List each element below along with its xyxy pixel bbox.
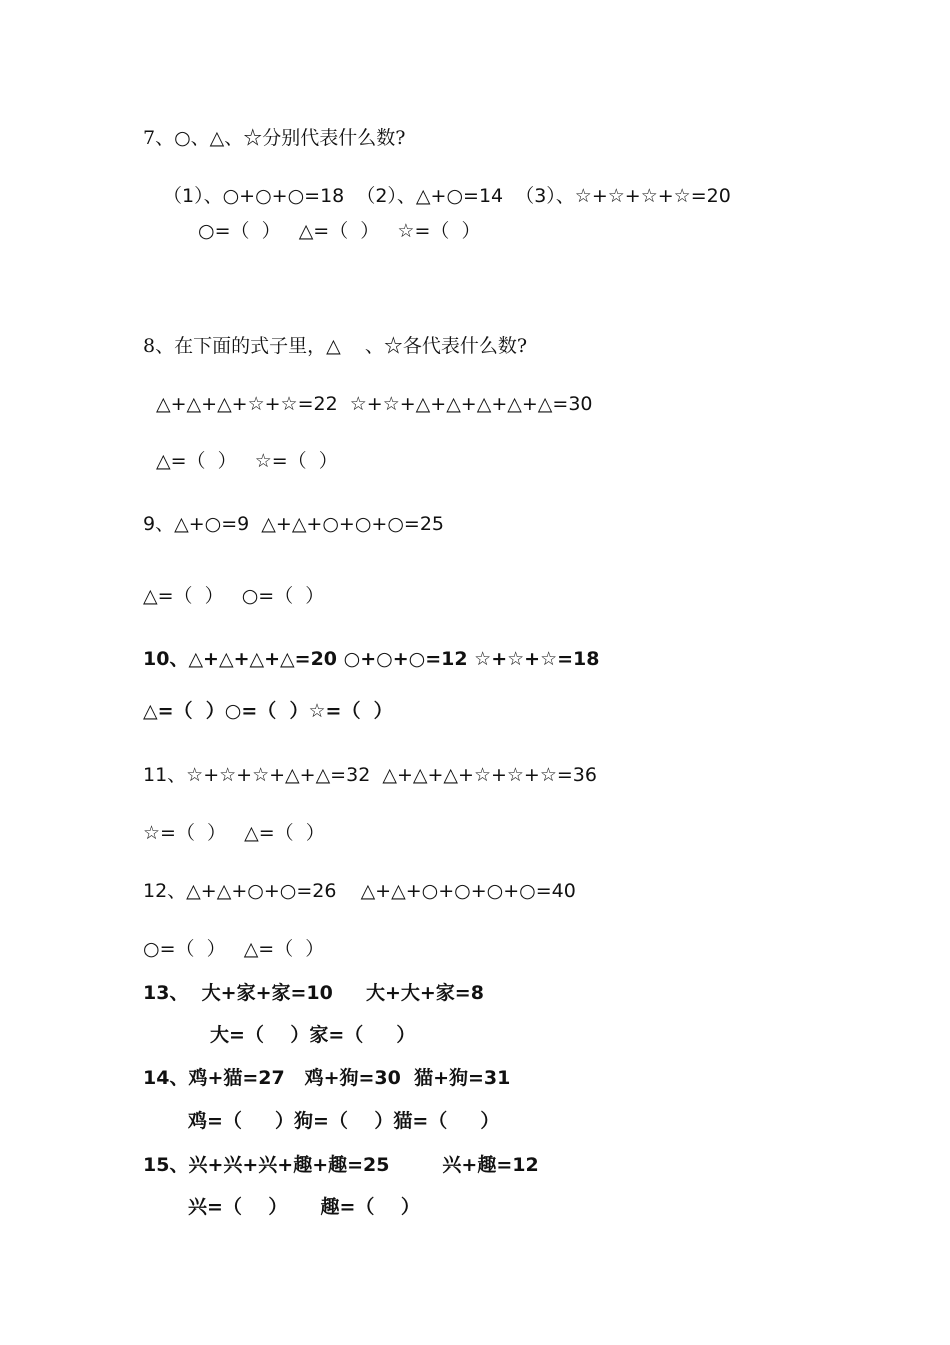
- q13-equations: 13、 大+家+家=10 大+大+家=8: [143, 982, 484, 1004]
- q15-equations: 15、兴+兴+兴+趣+趣=25 兴+趣=12: [143, 1154, 539, 1176]
- q14-equations: 14、鸡+猫=27 鸡+狗=30 猫+狗=31: [143, 1067, 511, 1089]
- q14-answers: 鸡=（ ）狗=（ ）猫=（ ）: [188, 1110, 500, 1132]
- q7-equations: （1）、○+○+○=18 （2）、△+○=14 （3）、☆+☆+☆+☆=20: [163, 185, 731, 207]
- q12-equations: 12、△+△+○+○=26 △+△+○+○+○+○=40: [143, 880, 576, 902]
- q7-answers: ○=（ ） △=（ ） ☆=（ ）: [198, 220, 481, 242]
- q12-answers: ○=（ ） △=（ ）: [143, 938, 325, 960]
- q9-equations: 9、△+○=9 △+△+○+○+○=25: [143, 513, 445, 535]
- q13-answers: 大=（ ）家=（ ）: [210, 1024, 416, 1046]
- q8-title: 8、在下面的式子里，△ 、☆各代表什么数?: [143, 335, 528, 357]
- q10-answers: △=（ ）○=（ ）☆=（ ）: [143, 700, 393, 722]
- q15-answers: 兴=（ ） 趣=（ ）: [188, 1196, 420, 1218]
- q11-equations: 11、☆+☆+☆+△+△=32 △+△+△+☆+☆+☆=36: [143, 764, 597, 786]
- q7-title: 7、○、△、☆分别代表什么数?: [143, 127, 406, 149]
- q10-equations: 10、△+△+△+△=20 ○+○+○=12 ☆+☆+☆=18: [143, 648, 600, 670]
- q8-equations: △+△+△+☆+☆=22 ☆+☆+△+△+△+△+△=30: [156, 393, 593, 415]
- q8-answers: △=（ ） ☆=（ ）: [156, 450, 338, 472]
- q11-answers: ☆=（ ） △=（ ）: [143, 822, 325, 844]
- q9-answers: △=（ ） ○=（ ）: [143, 585, 325, 607]
